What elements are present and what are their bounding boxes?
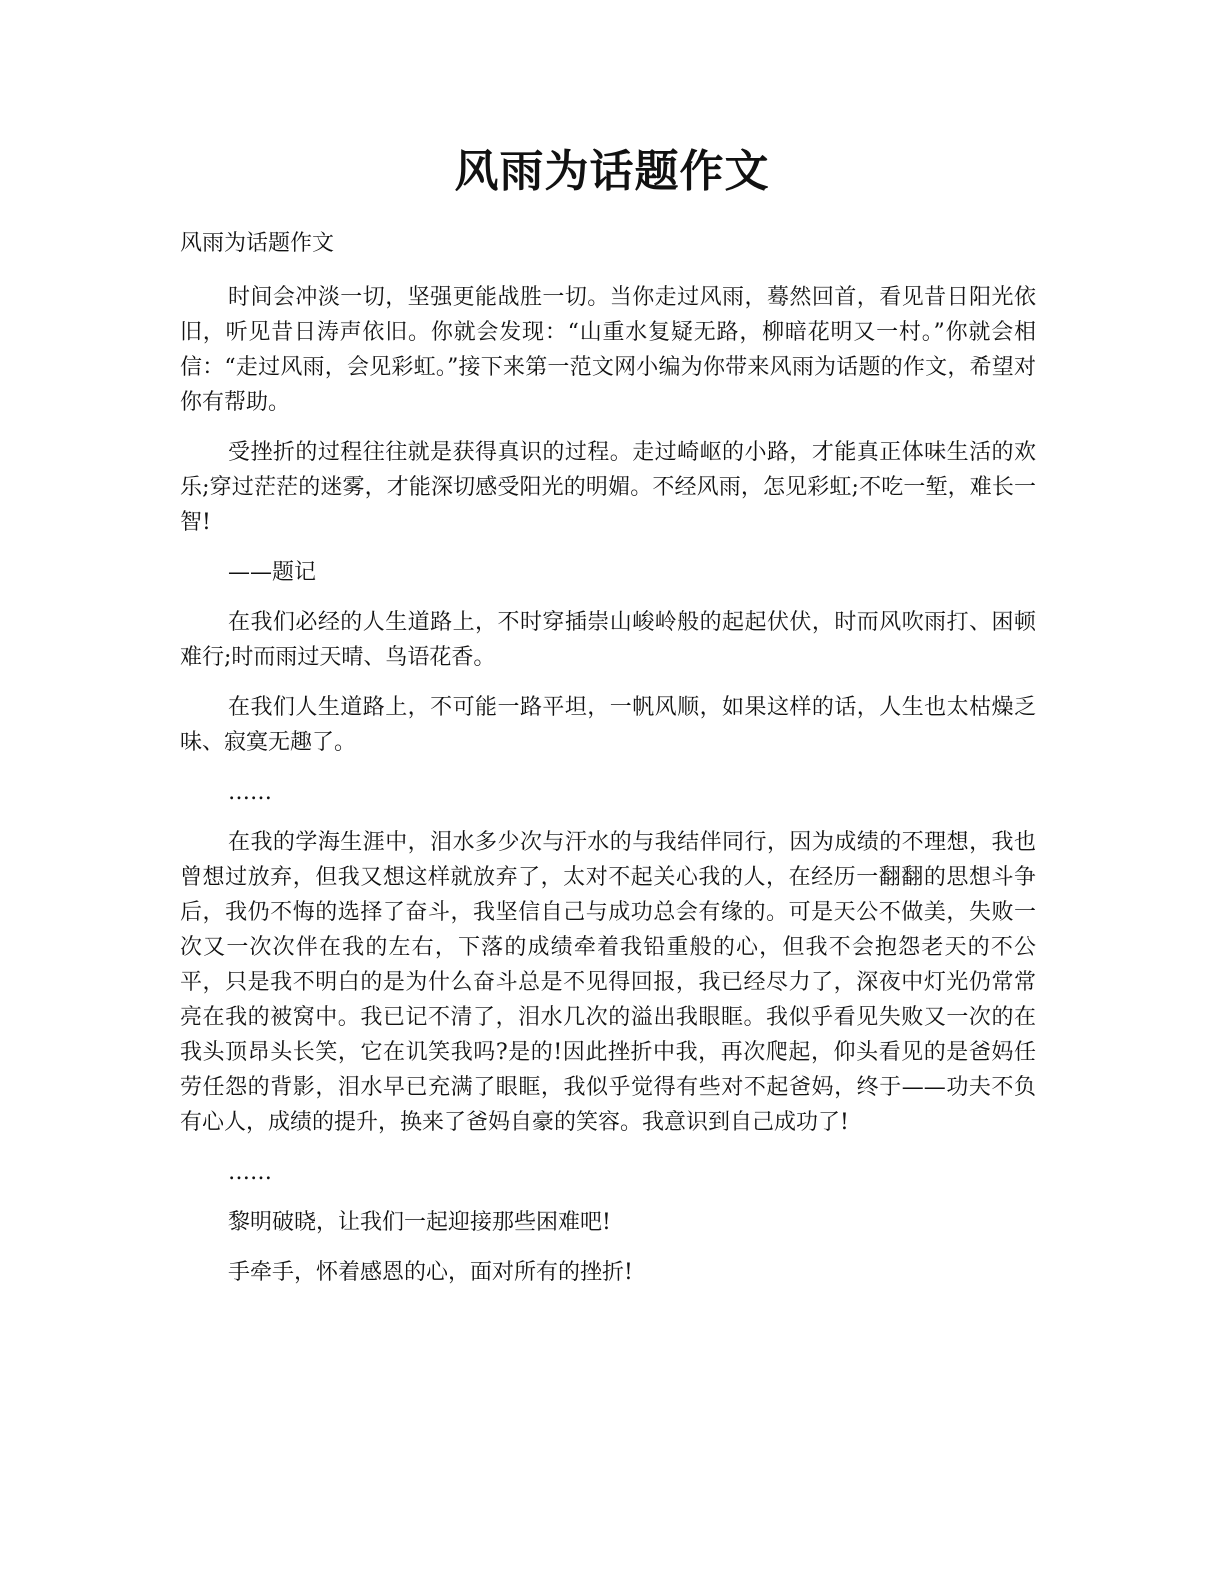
document-title: 风雨为话题作文 (454, 146, 770, 197)
paragraph-study-story: 在我的学海生涯中，泪水多少次与汗水的与我结伴同行，因为成绩的不理想，我也曾想过放弃，但我又想这样就放弃了，太对不起关心我的人，在经历一翻翻的思想斗争后，我仍不悔的选择了奋斗，我坚信自己与成功总会有缘的。可是天公不做美，失败一次又一次次伴在我的左右，下落的成绩牵着我铅重般的心，但我不会抱怨老天的不公平，只是我不明白的是为什么奋斗总是不见得回报，我已经尽力了，深夜中灯光仍常常亮在我的被窝中。我已记不清了，泪水几次的溢出我眼眶。我似乎看见失败又一次的在我头顶昂头长笑，它在讥笑我吗?是的!因此挫折中我，再次爬起，仰头看见的是爸妈任劳任怨的背影，泪水早已充满了眼眶，我似乎觉得有些对不起爸妈，终于——功夫不负有心人，成绩的提升，换来了爸妈自豪的笑容。我意识到自己成功了! (180, 830, 1036, 1135)
document-body (180, 226, 1036, 1305)
paragraph-epigraph: 受挫折的过程往往就是获得真识的过程。走过崎岖的小路，才能真正体味生活的欢乐;穿过茫茫的迷雾，才能深切感受阳光的明媚。不经风雨，怎见彩虹;不吃一堑，难长一智! (180, 440, 1036, 535)
paragraph-hand-in-hand: 手牵手，怀着感恩的心，面对所有的挫折! (228, 1260, 633, 1285)
paragraph-life-road: 在我们必经的人生道路上，不时穿插崇山峻岭般的起起伏伏，时而风吹雨打、困顿难行;时而雨过天晴、鸟语花香。 (180, 610, 1036, 670)
paragraph-dawn: 黎明破晓，让我们一起迎接那些困难吧! (228, 1210, 611, 1235)
paragraph-intro: 时间会冲淡一切，坚强更能战胜一切。当你走过风雨，蓦然回首，看见昔日阳光依旧，听见昔日涛声依旧。你就会发现：“山重水复疑无路，柳暗花明又一村。”你就会相信：“走过风雨，会见彩虹。”接下来第一范文网小编为你带来风雨为话题的作文，希望对你有帮助。 (180, 285, 1036, 415)
paragraph-not-smooth: 在我们人生道路上，不可能一路平坦，一帆风顺，如果这样的话，人生也太枯燥乏味、寂寞无趣了。 (180, 695, 1036, 755)
paragraph-ellipsis-1: …… (228, 780, 272, 805)
paragraph-ellipsis-2: …… (228, 1160, 272, 1185)
document-subtitle: 风雨为话题作文 (180, 231, 335, 256)
paragraph-epigraph-attribution: ——题记 (228, 560, 317, 585)
